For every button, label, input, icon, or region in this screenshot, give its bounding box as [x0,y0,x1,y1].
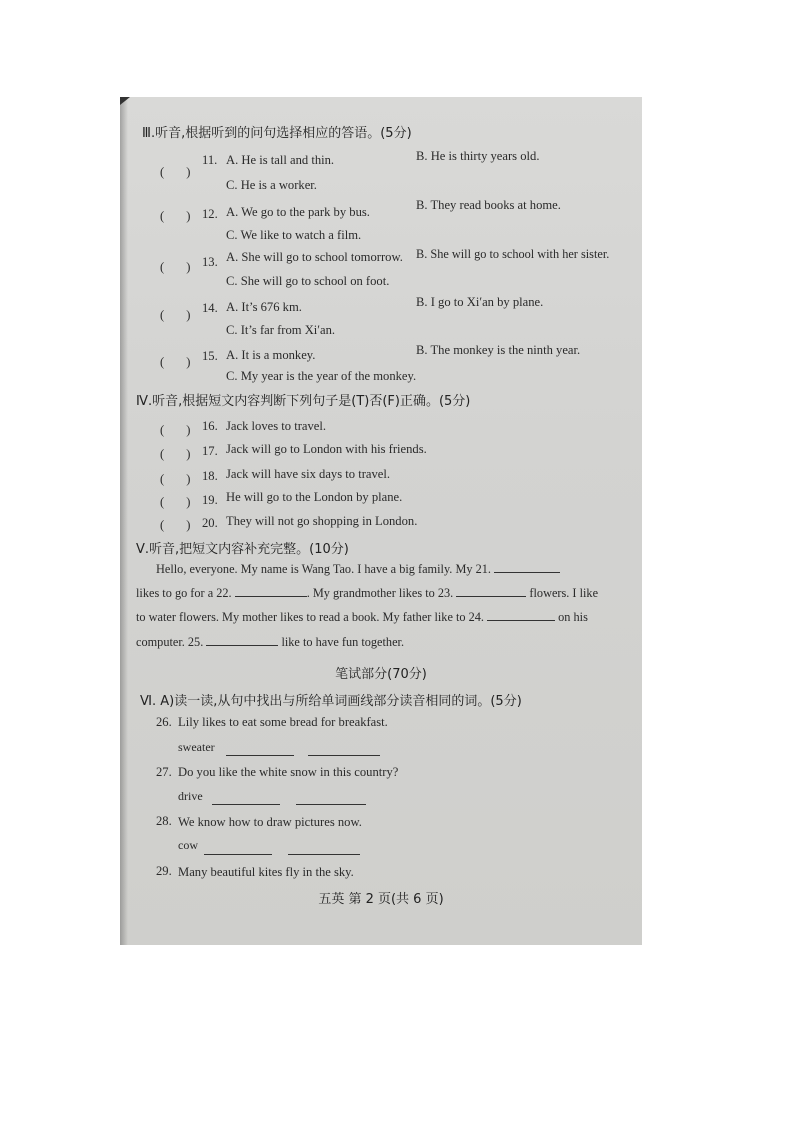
q12-option-b: B. They read books at home. [416,198,561,212]
q15-number: 15. [202,349,218,363]
q20-number: 20. [202,516,218,530]
cloze-line-2 [136,586,598,601]
page-footer: 五英 第 2 页(共 6 页) [318,892,444,907]
blank-24[interactable] [487,619,555,621]
page-corner [120,97,130,105]
section3-heading: Ⅲ.听音,根据听到的问句选择相应的答语。(5分) [142,126,412,141]
q11-option-b: B. He is thirty years old. [416,149,540,163]
answer-bracket-16[interactable]: ( ) [160,423,191,437]
answer-bracket-18[interactable]: ( ) [160,472,191,486]
q14-option-a: A. It’s 676 km. [226,300,302,314]
answer-bracket-14[interactable]: ( ) [160,308,191,322]
answer-bracket-15[interactable]: ( ) [160,355,191,369]
q17-text: Jack will go to London with his friends. [226,442,427,456]
cloze-line-4 [136,635,404,650]
q18-number: 18. [202,469,218,483]
answer-bracket-13[interactable]: ( ) [160,260,191,274]
q13-option-b: B. She will go to school with her sister. [416,247,610,261]
section4-heading: Ⅳ.听音,根据短文内容判断下列句子是(T)否(F)正确。(5分) [136,394,471,409]
q11-option-c: C. He is a worker. [226,178,317,192]
q13-number: 13. [202,255,218,269]
q20-text: They will not go shopping in London. [226,514,418,528]
q29-sentence: Many beautiful kites fly in the sky. [178,865,354,879]
cloze-line-4-text-a: computer. 25. [136,635,204,649]
cloze-line-3-text-b: on his [558,610,588,624]
answer-bracket-19[interactable]: ( ) [160,495,191,509]
blank-22[interactable] [235,595,307,597]
cloze-line-1 [156,562,560,577]
section5-heading: Ⅴ.听音,把短文内容补充完整。(10分) [136,542,349,557]
q16-text: Jack loves to travel. [226,419,327,433]
q12-number: 12. [202,207,218,221]
blank-25[interactable] [206,644,278,646]
blank-28a[interactable] [204,853,272,855]
q27-sentence: Do you like the white snow in this country? [178,765,399,779]
written-part-title: 笔试部分(70分) [335,667,427,682]
q28-sentence: We know how to draw pictures now. [178,815,362,829]
blank-27a[interactable] [212,803,280,805]
q15-option-c: C. My year is the year of the monkey. [226,369,417,383]
q27-number: 27. [156,765,172,779]
q18-text: Jack will have six days to travel. [226,467,391,481]
q15-option-a: A. It is a monkey. [226,348,316,362]
q29-number: 29. [156,864,172,878]
cloze-line-2-text-c: flowers. I like [529,586,599,600]
cloze-line-3 [136,610,588,625]
cloze-line-2-text-b: . My grandmother likes to 23. [306,586,454,600]
cloze-line-1-text: Hello, everyone. My name is Wang Tao. I have a big family. My 21. [156,562,491,576]
q26-sentence: Lily likes to eat some bread for breakfast. [178,715,388,729]
cloze-line-3-text-a: to water flowers. My mother likes to read a book. My father like to 24. [136,610,484,624]
blank-26a[interactable] [226,754,294,756]
q14-option-c: C. It’s far from Xi′an. [226,323,336,337]
q13-option-a: A. She will go to school tomorrow. [226,250,403,264]
q28-word: cow [178,838,198,852]
answer-bracket-12[interactable]: ( ) [160,209,191,223]
blank-27b[interactable] [296,803,366,805]
q15-option-b: B. The monkey is the ninth year. [416,343,581,357]
exam-page-photo [120,97,642,945]
q28-number: 28. [156,814,172,828]
q13-option-c: C. She will go to school on foot. [226,274,390,288]
q26-word: sweater [178,740,215,754]
answer-bracket-20[interactable]: ( ) [160,518,191,532]
q26-number: 26. [156,715,172,729]
page-edge-shadow [120,97,128,945]
section6-heading: Ⅵ. A)读一读,从句中找出与所给单词画线部分读音相同的词。(5分) [140,694,522,709]
q19-number: 19. [202,493,218,507]
q17-number: 17. [202,444,218,458]
blank-28b[interactable] [288,853,360,855]
q11-number: 11. [202,153,218,167]
q11-option-a: A. He is tall and thin. [226,153,335,167]
q27-word: drive [178,789,203,803]
blank-21[interactable] [494,571,560,573]
cloze-line-4-text-b: like to have fun together. [281,635,405,649]
q12-option-c: C. We like to watch a film. [226,228,362,242]
q14-number: 14. [202,301,218,315]
blank-26b[interactable] [308,754,380,756]
cloze-line-2-text-a: likes to go for a 22. [136,586,232,600]
answer-bracket-17[interactable]: ( ) [160,447,191,461]
answer-bracket-11[interactable]: ( ) [160,165,191,179]
q16-number: 16. [202,419,218,433]
q14-option-b: B. I go to Xi′an by plane. [416,295,544,309]
q12-option-a: A. We go to the park by bus. [226,205,370,219]
q19-text: He will go to the London by plane. [226,490,403,504]
blank-23[interactable] [456,595,526,597]
